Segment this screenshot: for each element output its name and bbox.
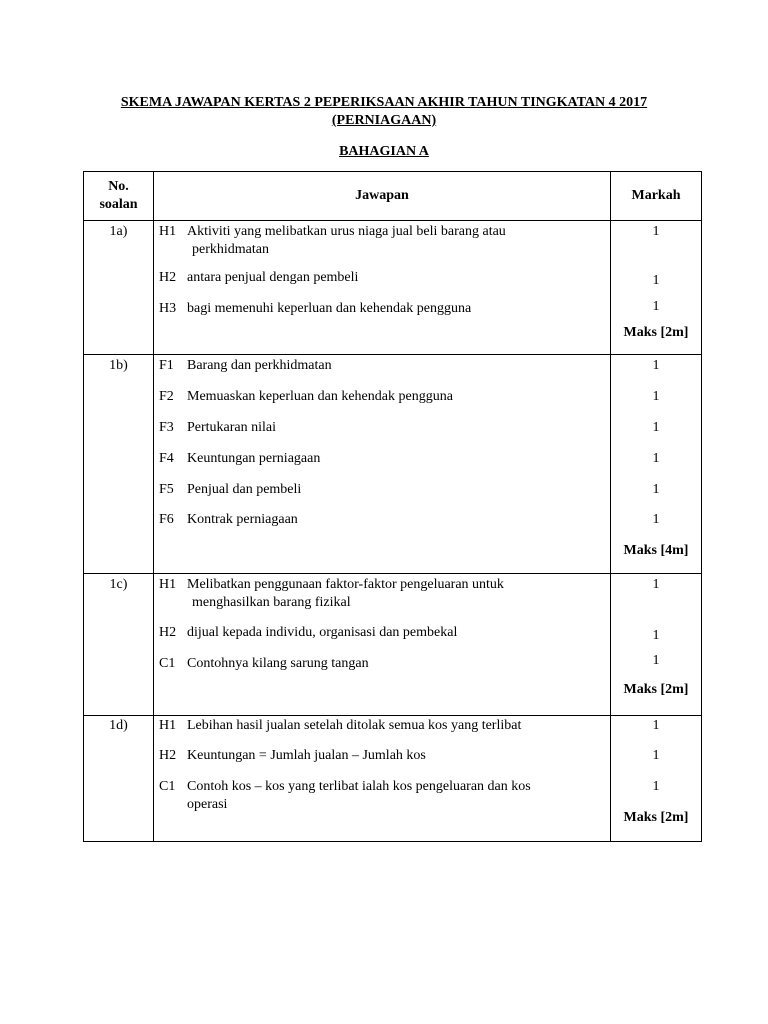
answer-text-continued: operasi: [187, 797, 228, 812]
table-row: [84, 355, 702, 574]
answer-point: [159, 450, 606, 468]
answer-text: bagi memenuhi keperluan dan kehendak pengguna: [187, 301, 472, 316]
marks-cell: [611, 355, 702, 574]
table-header-row: [84, 172, 702, 221]
mark-value: 1: [652, 299, 660, 314]
answer-code: F4: [159, 451, 174, 466]
answer-text: antara penjual dengan pembeli: [187, 270, 359, 285]
mark-value: 1: [652, 389, 660, 404]
max-marks: Maks [2m]: [623, 810, 689, 825]
document-title-line2: (PERNIAGAAN): [331, 113, 437, 128]
answer-point: [159, 655, 606, 673]
mark-value: 1: [652, 512, 660, 527]
answer-scheme-table: [83, 171, 702, 842]
marks-cell: [611, 221, 702, 355]
header-no-line1: No.: [108, 179, 129, 194]
answer-code: F2: [159, 389, 174, 404]
answer-cell: [154, 716, 611, 842]
answer-text: Contohnya kilang sarung tangan: [187, 656, 369, 671]
answer-code: H2: [159, 625, 177, 640]
answer-code: C1: [159, 779, 176, 794]
answer-code: H1: [159, 718, 177, 733]
section-heading: BAHAGIAN A: [339, 144, 429, 159]
answer-point: [159, 388, 606, 406]
answer-text: Keuntungan = Jumlah jualan – Jumlah kos: [187, 748, 426, 763]
answer-point: [159, 223, 606, 259]
answer-text: Aktiviti yang melibatkan urus niaga jual beli barang atau: [187, 224, 506, 239]
mark-value: 1: [652, 420, 660, 435]
mark-value: 1: [652, 653, 660, 668]
answer-text: Contoh kos – kos yang terlibat ialah kos pengeluaran dan kos: [187, 779, 531, 794]
max-marks: Maks [2m]: [623, 325, 689, 340]
answer-text: Melibatkan penggunaan faktor-faktor pengeluaran untuk: [187, 577, 504, 592]
header-answer: Jawapan: [154, 172, 611, 221]
answer-point: [159, 481, 606, 499]
marks-cell: [611, 716, 702, 842]
answer-point: [159, 747, 606, 765]
answer-code: H2: [159, 270, 177, 285]
question-number: 1d): [109, 718, 128, 733]
answer-text-continued: menghasilkan barang fizikal: [192, 595, 351, 610]
answer-text: Barang dan perkhidmatan: [187, 358, 332, 373]
answer-point: [159, 576, 606, 612]
mark-value: 1: [652, 482, 660, 497]
answer-text: Penjual dan pembeli: [187, 482, 302, 497]
table-row: [84, 716, 702, 842]
header-no-line2: soalan: [99, 197, 138, 212]
answer-text: Keuntungan perniagaan: [187, 451, 321, 466]
answer-text-continued: perkhidmatan: [192, 242, 269, 257]
answer-code: H3: [159, 301, 177, 316]
answer-code: F3: [159, 420, 174, 435]
mark-value: 1: [652, 718, 660, 733]
table-row: [84, 574, 702, 716]
answer-cell: [154, 221, 611, 355]
answer-code: F1: [159, 358, 174, 373]
answer-cell: [154, 355, 611, 574]
answer-point: [159, 511, 606, 529]
mark-value: 1: [652, 358, 660, 373]
answer-code: C1: [159, 656, 176, 671]
table-row: [84, 221, 702, 355]
answer-cell: [154, 574, 611, 716]
header-question-number: [84, 172, 154, 221]
mark-value: 1: [652, 451, 660, 466]
marks-cell: [611, 574, 702, 716]
answer-text: dijual kepada individu, organisasi dan pembekal: [187, 625, 458, 640]
question-number-cell: [84, 716, 154, 842]
answer-point: [159, 419, 606, 437]
answer-code: F5: [159, 482, 174, 497]
mark-value: 1: [652, 577, 660, 592]
answer-code: F6: [159, 512, 174, 527]
answer-point: [159, 624, 606, 642]
answer-point: [159, 778, 606, 814]
mark-value: 1: [652, 628, 660, 643]
document-title-line1: SKEMA JAWAPAN KERTAS 2 PEPERIKSAAN AKHIR TAHUN TINGKATAN 4 2017: [120, 95, 648, 110]
question-number: 1b): [109, 358, 128, 373]
question-number-cell: [84, 221, 154, 355]
answer-text: Pertukaran nilai: [187, 420, 277, 435]
answer-point: [159, 717, 606, 735]
question-number: 1a): [109, 224, 128, 239]
max-marks: Maks [2m]: [623, 682, 689, 697]
answer-point: [159, 269, 606, 287]
answer-point: [159, 357, 606, 375]
answer-code: H1: [159, 577, 177, 592]
mark-value: 1: [652, 273, 660, 288]
max-marks: Maks [4m]: [623, 543, 689, 558]
question-number-cell: [84, 355, 154, 574]
answer-point: [159, 300, 606, 318]
answer-text: Memuaskan keperluan dan kehendak pengguna: [187, 389, 453, 404]
answer-text: Lebihan hasil jualan setelah ditolak semua kos yang terlibat: [187, 718, 522, 733]
answer-code: H2: [159, 748, 177, 763]
answer-code: H1: [159, 224, 177, 239]
answer-text: Kontrak perniagaan: [187, 512, 298, 527]
header-marks: Markah: [611, 172, 702, 221]
question-number-cell: [84, 574, 154, 716]
mark-value: 1: [652, 779, 660, 794]
mark-value: 1: [652, 224, 660, 239]
question-number: 1c): [109, 577, 128, 592]
mark-value: 1: [652, 748, 660, 763]
